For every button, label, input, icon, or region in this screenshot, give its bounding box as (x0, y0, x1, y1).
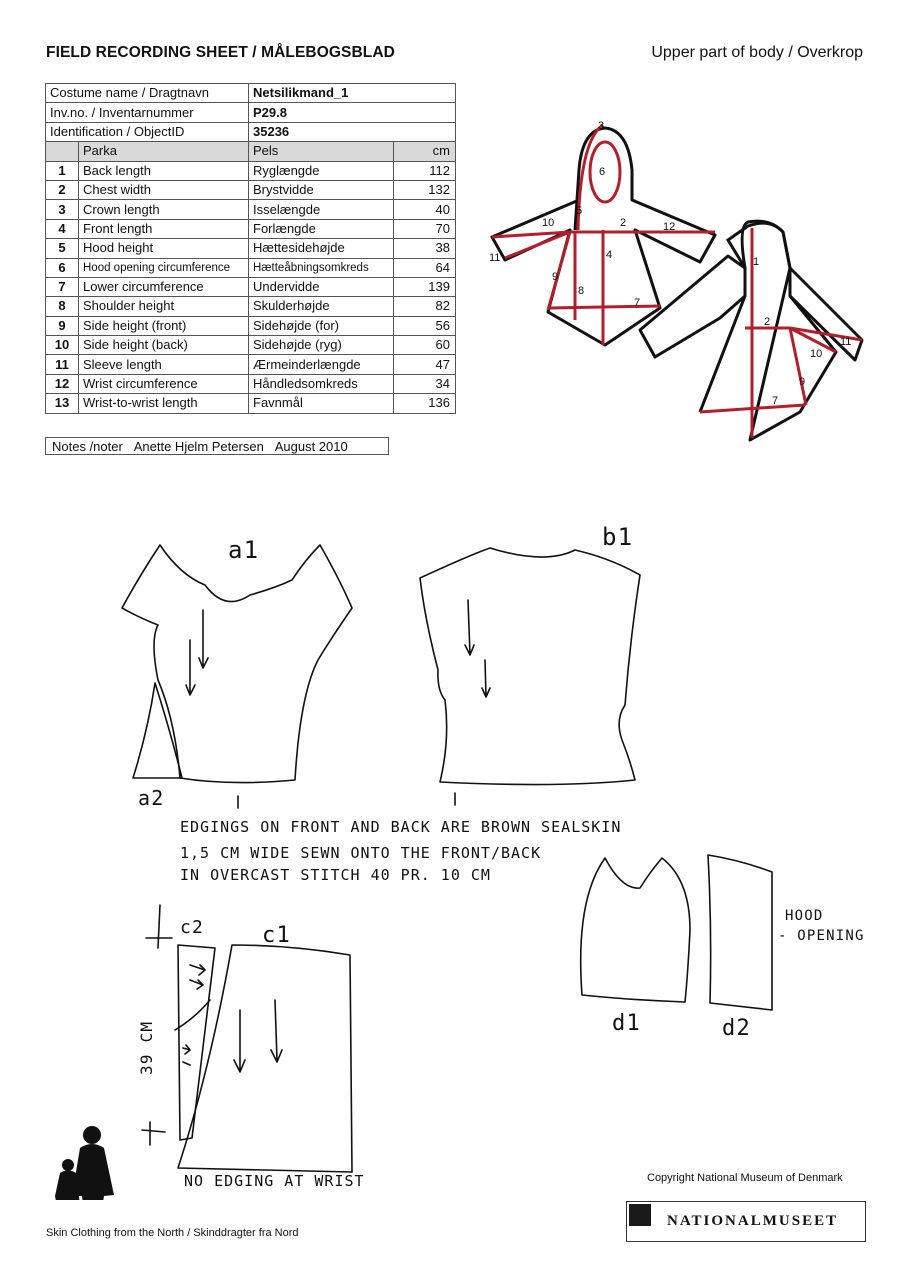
table-row (46, 258, 456, 277)
header-en: Parka (79, 142, 249, 161)
measurement-number: 13 (46, 394, 79, 413)
table-row (46, 297, 456, 316)
measurement-name-da: Undervidde (249, 277, 394, 296)
measurement-name-da: Skulderhøjde (249, 297, 394, 316)
label-d2: d2 (722, 1016, 751, 1041)
id-value: 35236 (249, 122, 456, 141)
measurement-value: 47 (394, 355, 456, 374)
note-line-2: 1,5 CM WIDE SEWN ONTO THE FRONT/BACK (180, 844, 542, 862)
measurement-number: 6 (46, 258, 79, 277)
label-back-2: 2 (764, 316, 771, 328)
measurement-value: 38 (394, 239, 456, 258)
measurement-name-da: Sidehøjde (for) (249, 316, 394, 335)
measurement-table (45, 83, 456, 414)
inv-value: P29.8 (249, 103, 456, 122)
costume-value: Netsilikmand_1 (249, 84, 456, 103)
label-front-3: 3 (598, 120, 605, 132)
label-front-10: 10 (542, 217, 555, 229)
piece-a2 (133, 683, 182, 778)
measurement-name-da: Ærmeinderlængde (249, 355, 394, 374)
notes-date: August 2010 (274, 439, 348, 454)
note-line-1: EDGINGS ON FRONT AND BACK ARE BROWN SEALSKIN (180, 818, 622, 836)
label-d1: d1 (612, 1011, 641, 1036)
parka-measurement-diagram (480, 115, 880, 450)
measurement-value: 139 (394, 277, 456, 296)
measurement-name-en: Crown length (79, 200, 249, 219)
table-row (46, 316, 456, 335)
measurement-value: 112 (394, 161, 456, 180)
measurement-name-da: Isselængde (249, 200, 394, 219)
table-row (46, 336, 456, 355)
footer-project: Skin Clothing from the North / Skinddragter fra Nord (46, 1227, 299, 1239)
measurement-number: 5 (46, 239, 79, 258)
label-39cm: 39 CM (137, 1020, 156, 1075)
measurement-name-da: Hætteåbningsomkreds (249, 258, 394, 277)
label-back-9: 9 (799, 376, 806, 388)
piece-c2 (178, 945, 215, 1140)
measurement-name-da: Ryglængde (249, 161, 394, 180)
measurement-name-en: Hood opening circumference (79, 258, 249, 277)
measurement-number: 12 (46, 374, 79, 393)
label-front-6: 6 (599, 166, 606, 178)
museum-name: NATIONALMUSEET (667, 1213, 839, 1229)
measurement-name-da: Hættesidehøjde (249, 239, 394, 258)
label-opening: - OPENING (778, 928, 865, 944)
measurement-name-en: Side height (back) (79, 336, 249, 355)
measurement-name-en: Wrist circumference (79, 374, 249, 393)
measurement-number: 4 (46, 219, 79, 238)
measurement-name-da: Brystvidde (249, 180, 394, 199)
piece-b1 (420, 548, 640, 785)
measurement-number: 11 (46, 355, 79, 374)
no-edging-note: NO EDGING AT WRIST (184, 1172, 365, 1190)
copyright-text: Copyright National Museum of Denmark (647, 1172, 843, 1184)
notes-label: Notes /noter (52, 439, 123, 454)
label-front-4: 4 (606, 249, 613, 261)
measurement-value: 60 (394, 336, 456, 355)
label-hood: HOOD (785, 908, 824, 924)
measurement-name-da: Favnmål (249, 394, 394, 413)
piece-d2 (708, 855, 772, 1010)
table-row (46, 394, 456, 413)
label-back-1: 1 (753, 256, 760, 268)
measurement-value: 70 (394, 219, 456, 238)
table-row (46, 374, 456, 393)
measurement-number: 9 (46, 316, 79, 335)
measurement-name-en: Wrist-to-wrist length (79, 394, 249, 413)
info-row-costume (46, 84, 456, 103)
table-row (46, 200, 456, 219)
measurement-name-en: Sleeve length (79, 355, 249, 374)
measurement-number: 3 (46, 200, 79, 219)
label-front-7: 7 (634, 297, 641, 309)
sheet-title: FIELD RECORDING SHEET / MÅLEBOGSBLAD (46, 44, 395, 61)
crown-icon (629, 1204, 651, 1226)
table-header-row (46, 142, 456, 161)
measurement-value: 82 (394, 297, 456, 316)
measurement-number: 8 (46, 297, 79, 316)
label-front-8: 8 (578, 285, 585, 297)
label-front-5: 5 (576, 205, 583, 217)
label-b1: b1 (602, 523, 634, 551)
measurement-name-en: Shoulder height (79, 297, 249, 316)
table-row (46, 161, 456, 180)
label-c1: c1 (262, 923, 291, 948)
note-line-3: IN OVERCAST STITCH 40 PR. 10 CM (180, 866, 491, 884)
measurement-name-da: Håndledsomkreds (249, 374, 394, 393)
measurement-value: 34 (394, 374, 456, 393)
measurement-name-en: Hood height (79, 239, 249, 258)
table-row (46, 239, 456, 258)
table-row (46, 219, 456, 238)
label-c2: c2 (180, 917, 205, 938)
measurement-value: 56 (394, 316, 456, 335)
label-front-11: 11 (489, 252, 501, 264)
id-label: Identification / ObjectID (46, 122, 249, 141)
measurement-name-da: Forlængde (249, 219, 394, 238)
measurement-value: 40 (394, 200, 456, 219)
pattern-sketch (0, 460, 905, 1200)
header-da: Pels (249, 142, 394, 161)
measurement-name-da: Sidehøjde (ryg) (249, 336, 394, 355)
notes-author: Anette Hjelm Petersen (133, 439, 264, 454)
measurement-value: 132 (394, 180, 456, 199)
piece-a1 (122, 545, 352, 783)
section-title: Upper part of body / Overkrop (651, 44, 863, 61)
table-row (46, 180, 456, 199)
label-front-9: 9 (552, 271, 559, 283)
label-back-7: 7 (772, 395, 779, 407)
nationalmuseet-logo (626, 1201, 866, 1242)
measurement-number: 10 (46, 336, 79, 355)
table-row (46, 277, 456, 296)
measurement-number: 1 (46, 161, 79, 180)
inuit-figure-icon (55, 1126, 114, 1200)
costume-label: Costume name / Dragtnavn (46, 84, 249, 103)
measurement-name-en: Back length (79, 161, 249, 180)
measurement-name-en: Chest width (79, 180, 249, 199)
info-row-inv (46, 103, 456, 122)
table-row (46, 355, 456, 374)
label-a2: a2 (138, 786, 165, 810)
measurement-name-en: Front length (79, 219, 249, 238)
notes-box (45, 437, 389, 455)
measurement-value: 136 (394, 394, 456, 413)
measurement-value: 64 (394, 258, 456, 277)
inv-label: Inv.no. / Inventarnummer (46, 103, 249, 122)
info-row-id (46, 122, 456, 141)
header-unit: cm (394, 142, 456, 161)
label-front-12: 12 (663, 221, 676, 233)
label-back-10: 10 (810, 348, 823, 360)
measurement-name-en: Lower circumference (79, 277, 249, 296)
piece-c1 (178, 945, 352, 1172)
label-a1: a1 (228, 536, 260, 564)
piece-d1 (581, 858, 690, 1002)
measurement-number: 7 (46, 277, 79, 296)
measurement-name-en: Side height (front) (79, 316, 249, 335)
label-front-2: 2 (620, 217, 627, 229)
label-back-11: 11 (840, 336, 852, 348)
measurement-number: 2 (46, 180, 79, 199)
